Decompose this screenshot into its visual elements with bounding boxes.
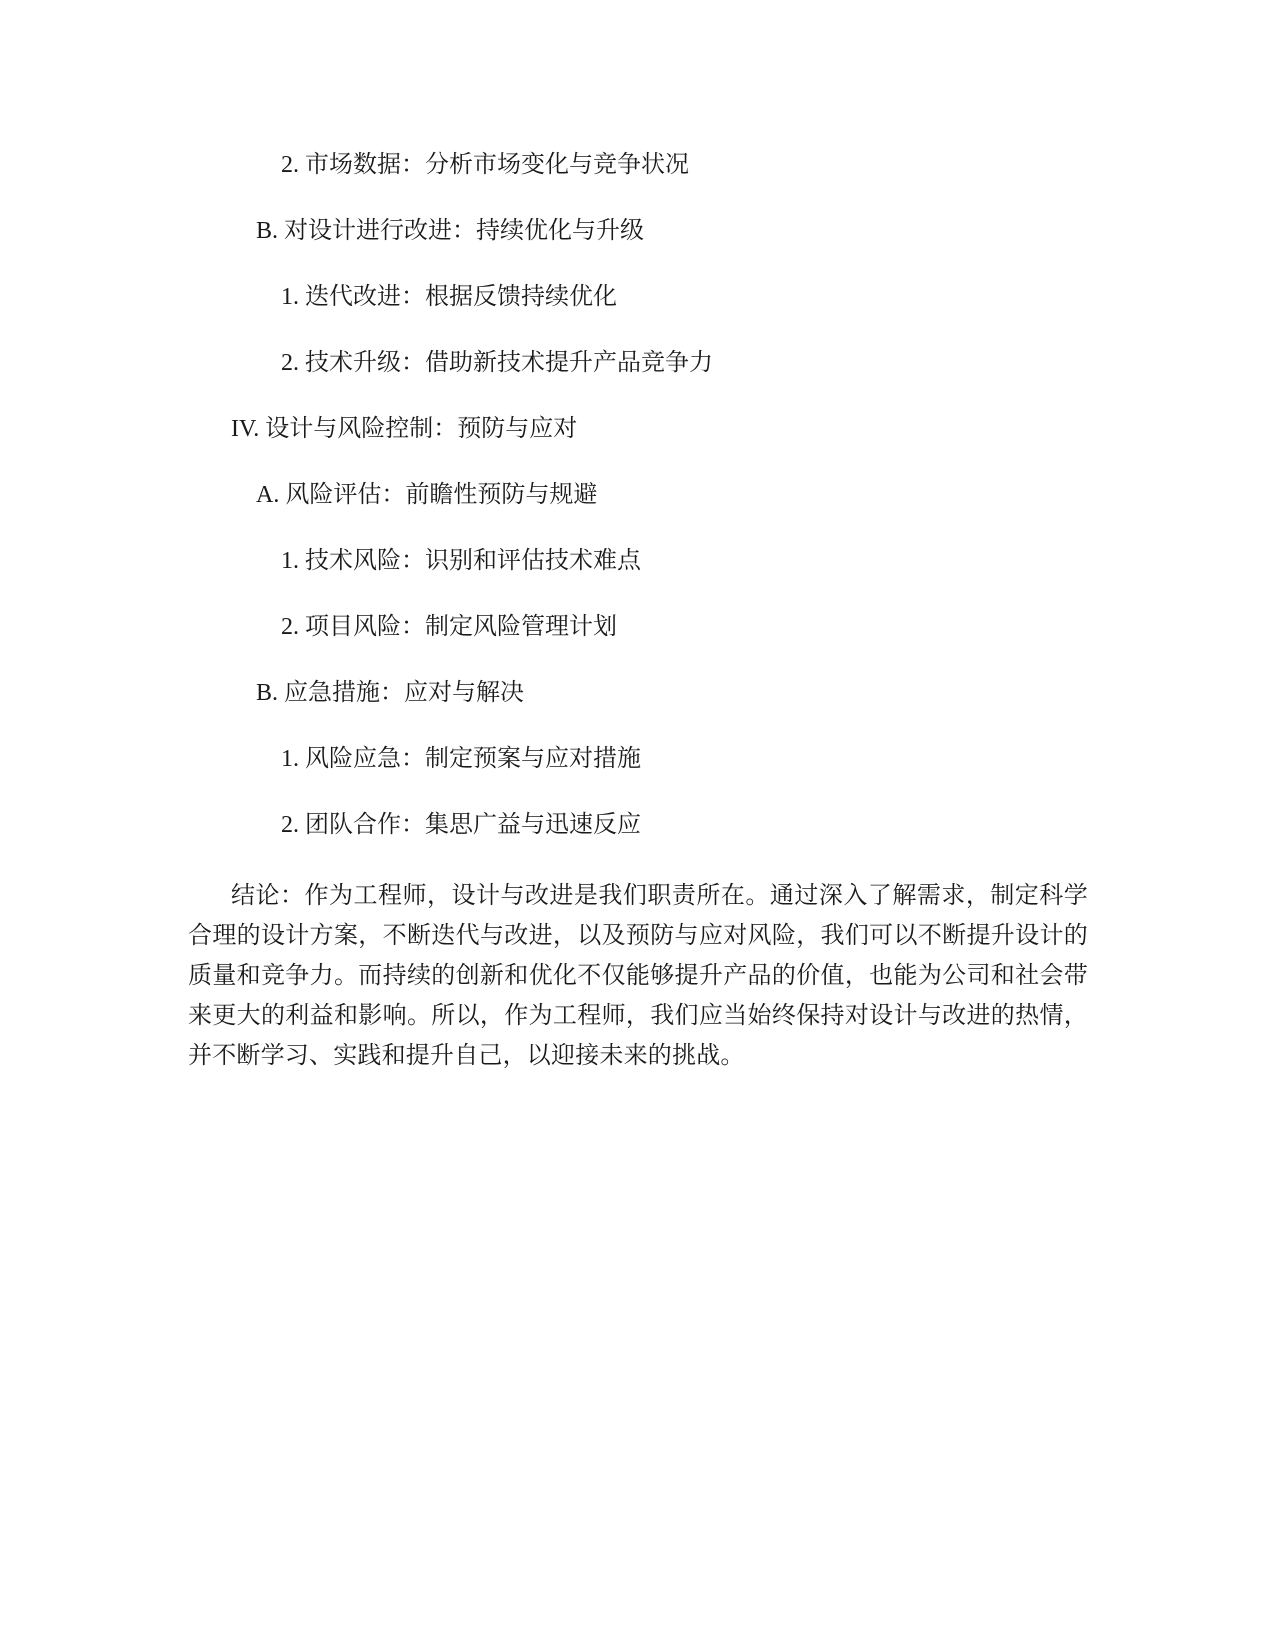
outline-item-design-improvement: B. 对设计进行改进：持续优化与升级 (256, 218, 645, 244)
outline-item-tech-upgrade: 2. 技术升级：借助新技术提升产品竞争力 (281, 350, 713, 376)
outline-item-tech-risk: 1. 技术风险：识别和评估技术难点 (281, 548, 641, 574)
outline-item-emergency-measures: B. 应急措施：应对与解决 (256, 680, 525, 706)
outline-item-teamwork: 2. 团队合作：集思广益与迅速反应 (281, 812, 641, 838)
outline-item-market-data: 2. 市场数据：分析市场变化与竞争状况 (281, 152, 689, 178)
outline-item-project-risk: 2. 项目风险：制定风险管理计划 (281, 614, 617, 640)
outline-item-risk-assessment: A. 风险评估：前瞻性预防与规避 (256, 482, 598, 508)
outline-section-risk-control: IV. 设计与风险控制：预防与应对 (231, 416, 578, 442)
conclusion-paragraph: 结论：作为工程师，设计与改进是我们职责所在。通过深入了解需求，制定科学合理的设计方案，不断迭代与改进，以及预防与应对风险，我们可以不断提升设计的质量和竞争力。而持续的创新和优化不仅能够提升产品的价值，也能为公司和社会带来更大的利益和影响。所以，作为工程师，我们应当始终保持对设计与改进的热情，并不断学习、实践和提升自己，以迎接未来的挑战。 (188, 883, 1088, 1069)
outline-item-risk-emergency: 1. 风险应急：制定预案与应对措施 (281, 746, 641, 772)
outline-item-iterative-improvement: 1. 迭代改进：根据反馈持续优化 (281, 284, 617, 310)
